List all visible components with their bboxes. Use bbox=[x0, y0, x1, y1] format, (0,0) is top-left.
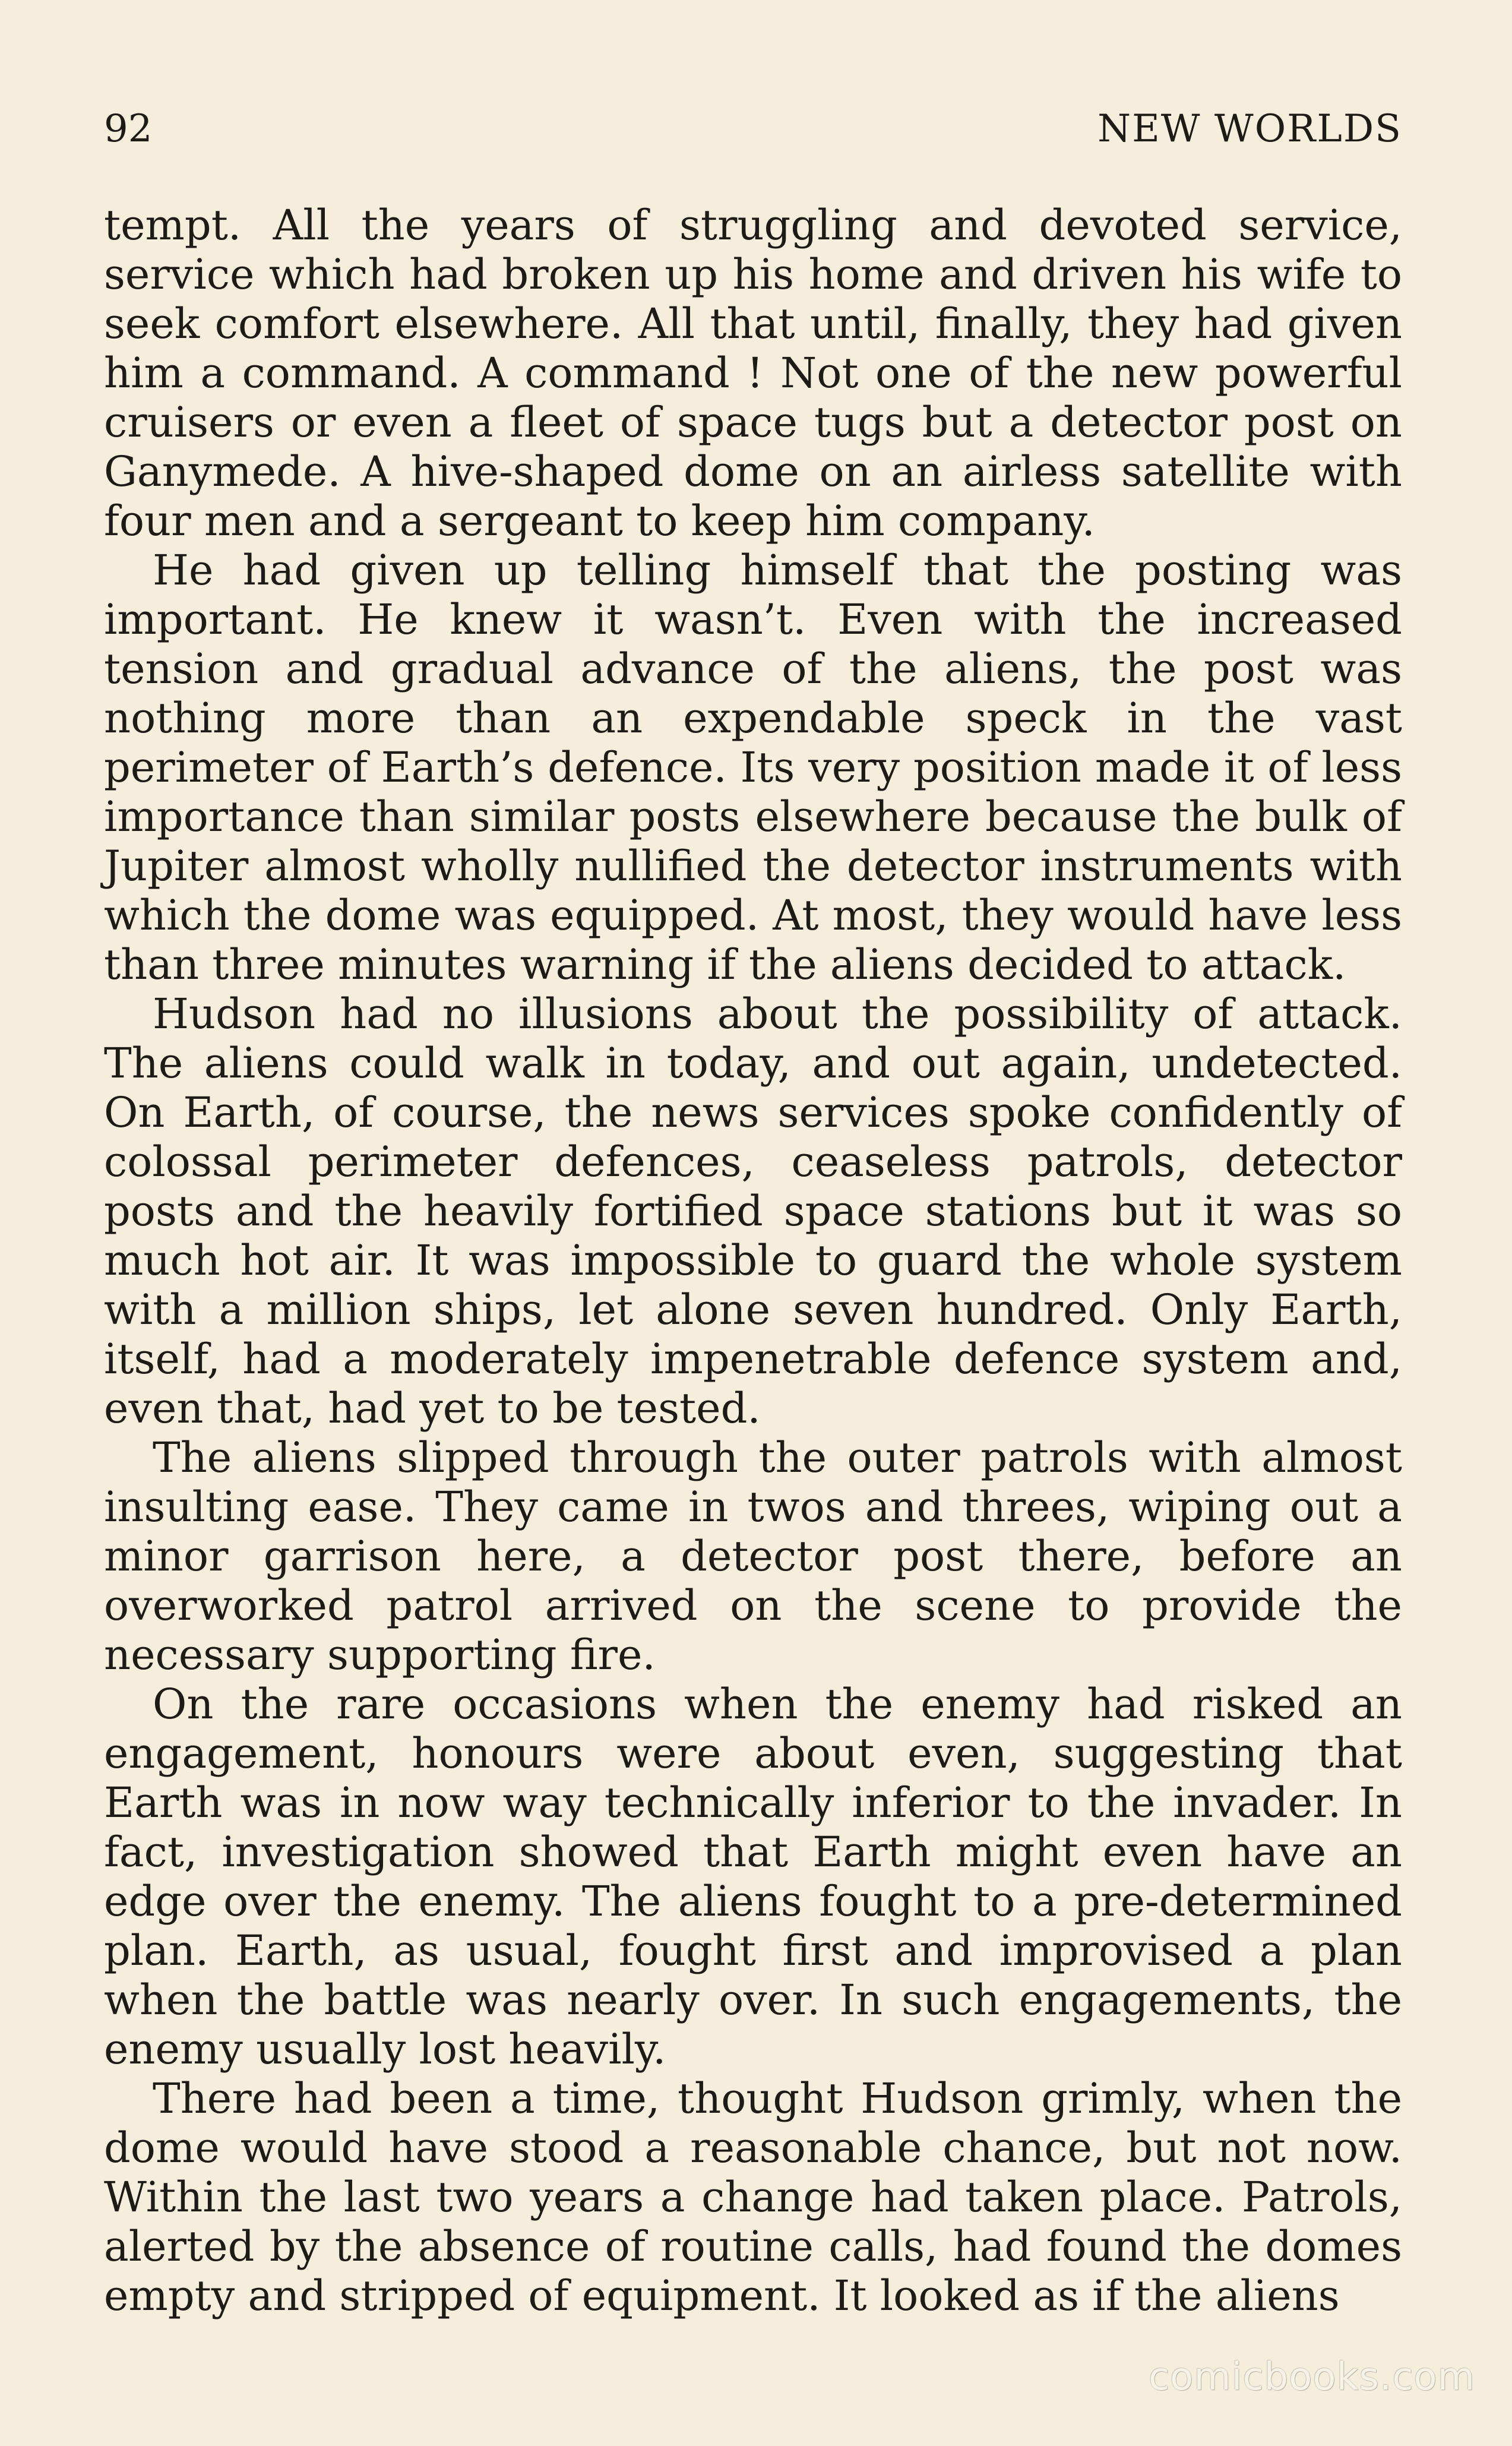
paragraph-5: On the rare occasions when the enemy had risked an engagement, honours were about even, suggesting that Earth was in now way technically inferior to the invader. In fact, investigation showed that Earth might even have an edge over the enemy. The aliens fought to a pre-determined plan. Earth, as usual, fought first and improvised a plan when the battle was nearly over. In such engagements, the enemy usually lost heavily. bbox=[104, 1680, 1402, 2074]
page-header bbox=[104, 102, 1402, 156]
body-text bbox=[104, 201, 1402, 2321]
paragraph-1: tempt. All the years of struggling and devoted service, service which had broken up his home and driven his wife to seek comfort elsewhere. All that until, finally, they had given him a command. A command ! Not one of the new powerful cruisers or even a fleet of space tugs but a detector post on Ganymede. A hive-shaped dome on an airless satellite with four men and a sergeant to keep him company. bbox=[104, 201, 1402, 545]
page-number: 92 bbox=[104, 107, 153, 151]
paragraph-2: He had given up telling himself that the posting was important. He knew it wasn’t. Even with the increased tension and gradual advance of the aliens, the post was nothing more than an expendable speck in the vast perimeter of Earth’s defence. Its very position made it of less importance than similar posts elsewhere because the bulk of Jupiter almost wholly nullified the detector instruments with which the dome was equipped. At most, they would have less than three minutes warning if the aliens decided to attack. bbox=[104, 546, 1402, 989]
paragraph-6: There had been a time, thought Hudson grimly, when the dome would have stood a reasonable chance, but not now. Within the last two years a change had taken place. Patrols, alerted by the absence of routine calls, had found the domes empty and stripped of equipment. It looked as if the aliens bbox=[104, 2074, 1402, 2320]
watermark: comicbooks.com bbox=[1148, 2355, 1475, 2399]
paragraph-4: The aliens slipped through the outer patrols with almost insulting ease. They came in twos and threes, wiping out a minor garrison here, a detector post there, before an overworked patrol arrived on the scene to provide the necessary supporting fire. bbox=[104, 1433, 1402, 1679]
running-head: NEW WORLDS bbox=[1097, 107, 1402, 151]
paragraph-3: Hudson had no illusions about the possibility of attack. The aliens could walk in today, and out again, undetected. On Earth, of course, the news services spoke confidently of colossal perimeter defences, ceaseless patrols, detector posts and the heavily fortified space stations but it was so much hot air. It was impossible to guard the whole system with a million ships, let alone seven hundred. Only Earth, itself, had a moderately impenetrable defence system and, even that, had yet to be tested. bbox=[104, 990, 1402, 1433]
